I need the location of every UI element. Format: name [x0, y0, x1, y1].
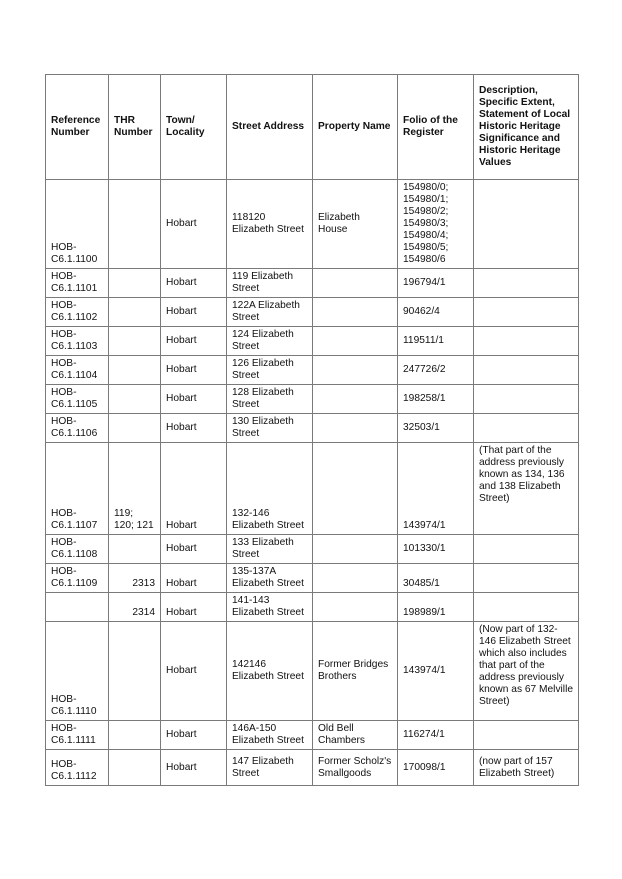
cell-folio: 143974/1 — [398, 443, 474, 535]
header-street-address: Street Address — [227, 75, 313, 180]
cell-thr-number: 2314 — [109, 593, 161, 622]
cell-thr-number — [109, 180, 161, 269]
cell-description — [474, 327, 579, 356]
cell-description — [474, 593, 579, 622]
cell-property-name — [313, 385, 398, 414]
cell-street-address: 146A-150 Elizabeth Street — [227, 721, 313, 750]
cell-property-name: Former Scholz's Smallgoods — [313, 750, 398, 786]
cell-folio: 116274/1 — [398, 721, 474, 750]
table-row — [46, 269, 579, 298]
header-town-locality: Town/ Locality — [161, 75, 227, 180]
cell-thr-number — [109, 750, 161, 786]
header-thr-number: THR Number — [109, 75, 161, 180]
cell-property-name — [313, 269, 398, 298]
cell-description — [474, 414, 579, 443]
cell-street-address: 130 Elizabeth Street — [227, 414, 313, 443]
table-row — [46, 385, 579, 414]
cell-property-name: Elizabeth House — [313, 180, 398, 269]
cell-property-name — [313, 356, 398, 385]
cell-street-address: 147 Elizabeth Street — [227, 750, 313, 786]
cell-folio: 119511/1 — [398, 327, 474, 356]
cell-town: Hobart — [161, 721, 227, 750]
heritage-register-table — [45, 74, 579, 786]
cell-reference-number: HOB-C6.1.1102 — [46, 298, 109, 327]
cell-reference-number: HOB-C6.1.1104 — [46, 356, 109, 385]
cell-description — [474, 298, 579, 327]
cell-thr-number — [109, 269, 161, 298]
cell-reference-number: HOB-C6.1.1111 — [46, 721, 109, 750]
cell-thr-number — [109, 721, 161, 750]
cell-street-address: 118120 Elizabeth Street — [227, 180, 313, 269]
cell-folio: 198258/1 — [398, 385, 474, 414]
cell-property-name: Former Bridges Brothers — [313, 622, 398, 721]
cell-property-name — [313, 298, 398, 327]
cell-thr-number: 2313 — [109, 564, 161, 593]
cell-property-name: Old Bell Chambers — [313, 721, 398, 750]
table-row — [46, 327, 579, 356]
cell-property-name — [313, 535, 398, 564]
cell-property-name — [313, 327, 398, 356]
cell-town: Hobart — [161, 443, 227, 535]
cell-reference-number: HOB-C6.1.1106 — [46, 414, 109, 443]
cell-folio: 170098/1 — [398, 750, 474, 786]
cell-town: Hobart — [161, 298, 227, 327]
cell-town: Hobart — [161, 269, 227, 298]
header-reference-number: Reference Number — [46, 75, 109, 180]
cell-town: Hobart — [161, 593, 227, 622]
cell-property-name — [313, 593, 398, 622]
cell-folio: 90462/4 — [398, 298, 474, 327]
cell-reference-number: HOB-C6.1.1108 — [46, 535, 109, 564]
cell-town: Hobart — [161, 385, 227, 414]
cell-property-name — [313, 414, 398, 443]
cell-thr-number — [109, 385, 161, 414]
cell-folio: 247726/2 — [398, 356, 474, 385]
cell-description — [474, 535, 579, 564]
cell-description: (Now part of 132-146 Elizabeth Street which also includes that part of the address previously known as 67 Melville Street) — [474, 622, 579, 721]
table-row — [46, 414, 579, 443]
table-row — [46, 564, 579, 593]
table-row — [46, 298, 579, 327]
cell-street-address: 124 Elizabeth Street — [227, 327, 313, 356]
cell-description — [474, 180, 579, 269]
cell-reference-number: HOB-C6.1.1100 — [46, 180, 109, 269]
cell-town: Hobart — [161, 564, 227, 593]
cell-reference-number: HOB-C6.1.1110 — [46, 622, 109, 721]
cell-folio: 32503/1 — [398, 414, 474, 443]
table-row — [46, 180, 579, 269]
cell-town: Hobart — [161, 535, 227, 564]
cell-property-name — [313, 443, 398, 535]
table-header-row — [46, 75, 579, 180]
cell-description: (That part of the address previously known as 134, 136 and 138 Elizabeth Street) — [474, 443, 579, 535]
header-folio: Folio of the Register — [398, 75, 474, 180]
cell-street-address: 133 Elizabeth Street — [227, 535, 313, 564]
header-description: Description, Specific Extent, Statement of Local Historic Heritage Significance and Historic Heritage Values — [474, 75, 579, 180]
cell-reference-number: HOB-C6.1.1112 — [46, 750, 109, 786]
cell-town: Hobart — [161, 750, 227, 786]
cell-folio: 30485/1 — [398, 564, 474, 593]
cell-folio: 198989/1 — [398, 593, 474, 622]
cell-reference-number: HOB-C6.1.1109 — [46, 564, 109, 593]
table-row — [46, 721, 579, 750]
cell-street-address: 142146 Elizabeth Street — [227, 622, 313, 721]
table-row — [46, 443, 579, 535]
cell-description — [474, 269, 579, 298]
cell-description — [474, 564, 579, 593]
cell-town: Hobart — [161, 356, 227, 385]
cell-reference-number: HOB-C6.1.1107 — [46, 443, 109, 535]
cell-folio: 196794/1 — [398, 269, 474, 298]
cell-street-address: 128 Elizabeth Street — [227, 385, 313, 414]
cell-reference-number: HOB-C6.1.1105 — [46, 385, 109, 414]
table-row — [46, 750, 579, 786]
cell-thr-number — [109, 298, 161, 327]
cell-reference-number: HOB-C6.1.1103 — [46, 327, 109, 356]
cell-description — [474, 385, 579, 414]
cell-description: (now part of 157 Elizabeth Street) — [474, 750, 579, 786]
cell-street-address: 132-146 Elizabeth Street — [227, 443, 313, 535]
cell-thr-number — [109, 414, 161, 443]
cell-folio: 101330/1 — [398, 535, 474, 564]
cell-town: Hobart — [161, 414, 227, 443]
cell-town: Hobart — [161, 622, 227, 721]
cell-reference-number — [46, 593, 109, 622]
cell-reference-number: HOB-C6.1.1101 — [46, 269, 109, 298]
cell-description — [474, 721, 579, 750]
cell-street-address: 122A Elizabeth Street — [227, 298, 313, 327]
cell-thr-number — [109, 327, 161, 356]
cell-thr-number — [109, 622, 161, 721]
cell-folio: 143974/1 — [398, 622, 474, 721]
cell-folio: 154980/0; 154980/1; 154980/2; 154980/3; 154980/4; 154980/5; 154980/6 — [398, 180, 474, 269]
table-row — [46, 593, 579, 622]
cell-town: Hobart — [161, 327, 227, 356]
table-row — [46, 356, 579, 385]
cell-street-address: 126 Elizabeth Street — [227, 356, 313, 385]
header-property-name: Property Name — [313, 75, 398, 180]
cell-thr-number — [109, 356, 161, 385]
cell-thr-number: 119; 120; 121 — [109, 443, 161, 535]
cell-town: Hobart — [161, 180, 227, 269]
cell-property-name — [313, 564, 398, 593]
cell-thr-number — [109, 535, 161, 564]
table-row — [46, 535, 579, 564]
cell-street-address: 119 Elizabeth Street — [227, 269, 313, 298]
cell-description — [474, 356, 579, 385]
cell-street-address: 135-137A Elizabeth Street — [227, 564, 313, 593]
cell-street-address: 141-143 Elizabeth Street — [227, 593, 313, 622]
table-row — [46, 622, 579, 721]
